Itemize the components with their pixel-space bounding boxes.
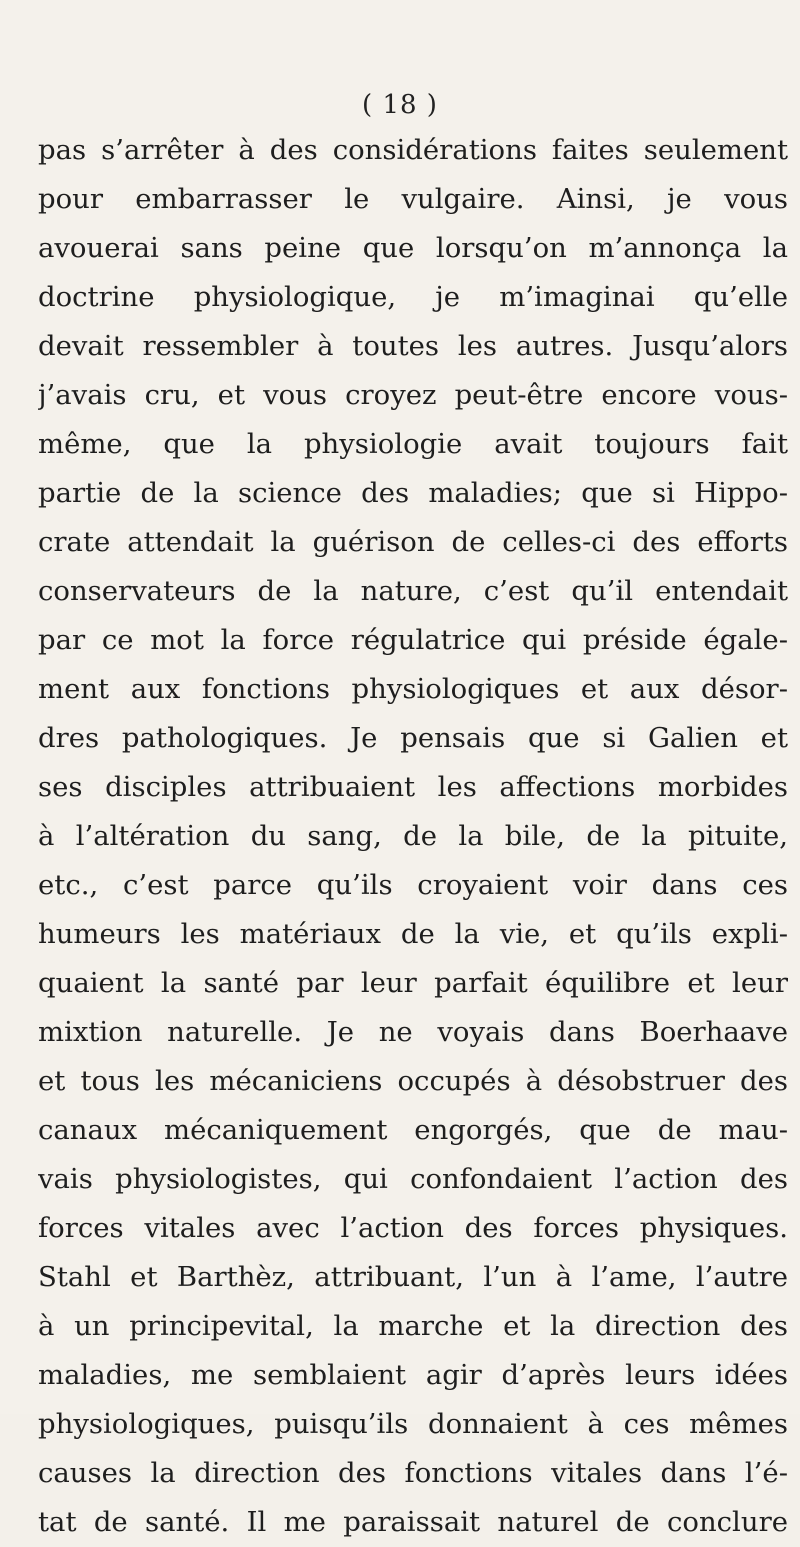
text-line: maladies, me semblaient agir d’après leurs idées <box>38 1359 788 1391</box>
text-line: Stahl et Barthèz, attribuant, l’un à l’ame, l’autre <box>38 1261 788 1293</box>
text-line: partie de la science des maladies; que si Hippo- <box>38 477 788 509</box>
text-line: causes la direction des fonctions vitales dans l’é- <box>38 1457 788 1489</box>
text-line: quaient la santé par leur parfait équilibre et leur <box>38 967 788 999</box>
text-line: même, que la physiologie avait toujours fait <box>38 428 788 460</box>
text-line: canaux mécaniquement engorgés, que de mau- <box>38 1114 788 1146</box>
text-line: pour embarrasser le vulgaire. Ainsi, je vous <box>38 183 788 215</box>
text-line: doctrine physiologique, je m’imaginai qu’elle <box>38 281 788 313</box>
text-line: ment aux fonctions physiologiques et aux désor- <box>38 673 788 705</box>
text-line: à l’altération du sang, de la bile, de la pituite, <box>38 820 788 852</box>
body-text <box>38 126 788 1547</box>
text-line: devait ressembler à toutes les autres. Jusqu’alors <box>38 330 788 362</box>
text-line: avouerai sans peine que lorsqu’on m’annonça la <box>38 232 788 264</box>
text-line: etc., c’est parce qu’ils croyaient voir dans ces <box>38 869 788 901</box>
text-line: et tous les mécaniciens occupés à désobstruer des <box>38 1065 788 1097</box>
text-line: humeurs les matériaux de la vie, et qu’ils expli- <box>38 918 788 950</box>
text-line: dres pathologiques. Je pensais que si Galien et <box>38 722 788 754</box>
text-line: pas s’arrêter à des considérations faites seulement <box>38 134 788 166</box>
text-line: tat de santé. Il me paraissait naturel de conclure <box>38 1506 788 1538</box>
text-line: ses disciples attribuaient les affections morbides <box>38 771 788 803</box>
text-line: j’avais cru, et vous croyez peut-être encore vous- <box>38 379 788 411</box>
text-line: par ce mot la force régulatrice qui préside égale- <box>38 624 788 656</box>
page-number: ( 18 ) <box>362 90 438 120</box>
text-line: mixtion naturelle. Je ne voyais dans Boerhaave <box>38 1016 788 1048</box>
text-line: physiologiques, puisqu’ils donnaient à ces mêmes <box>38 1408 788 1440</box>
text-line: vais physiologistes, qui confondaient l’action des <box>38 1163 788 1195</box>
text-line: crate attendait la guérison de celles-ci des efforts <box>38 526 788 558</box>
text-line: conservateurs de la nature, c’est qu’il entendait <box>38 575 788 607</box>
text-line: à un principevital, la marche et la direction des <box>38 1310 788 1342</box>
text-line: forces vitales avec l’action des forces physiques. <box>38 1212 788 1244</box>
